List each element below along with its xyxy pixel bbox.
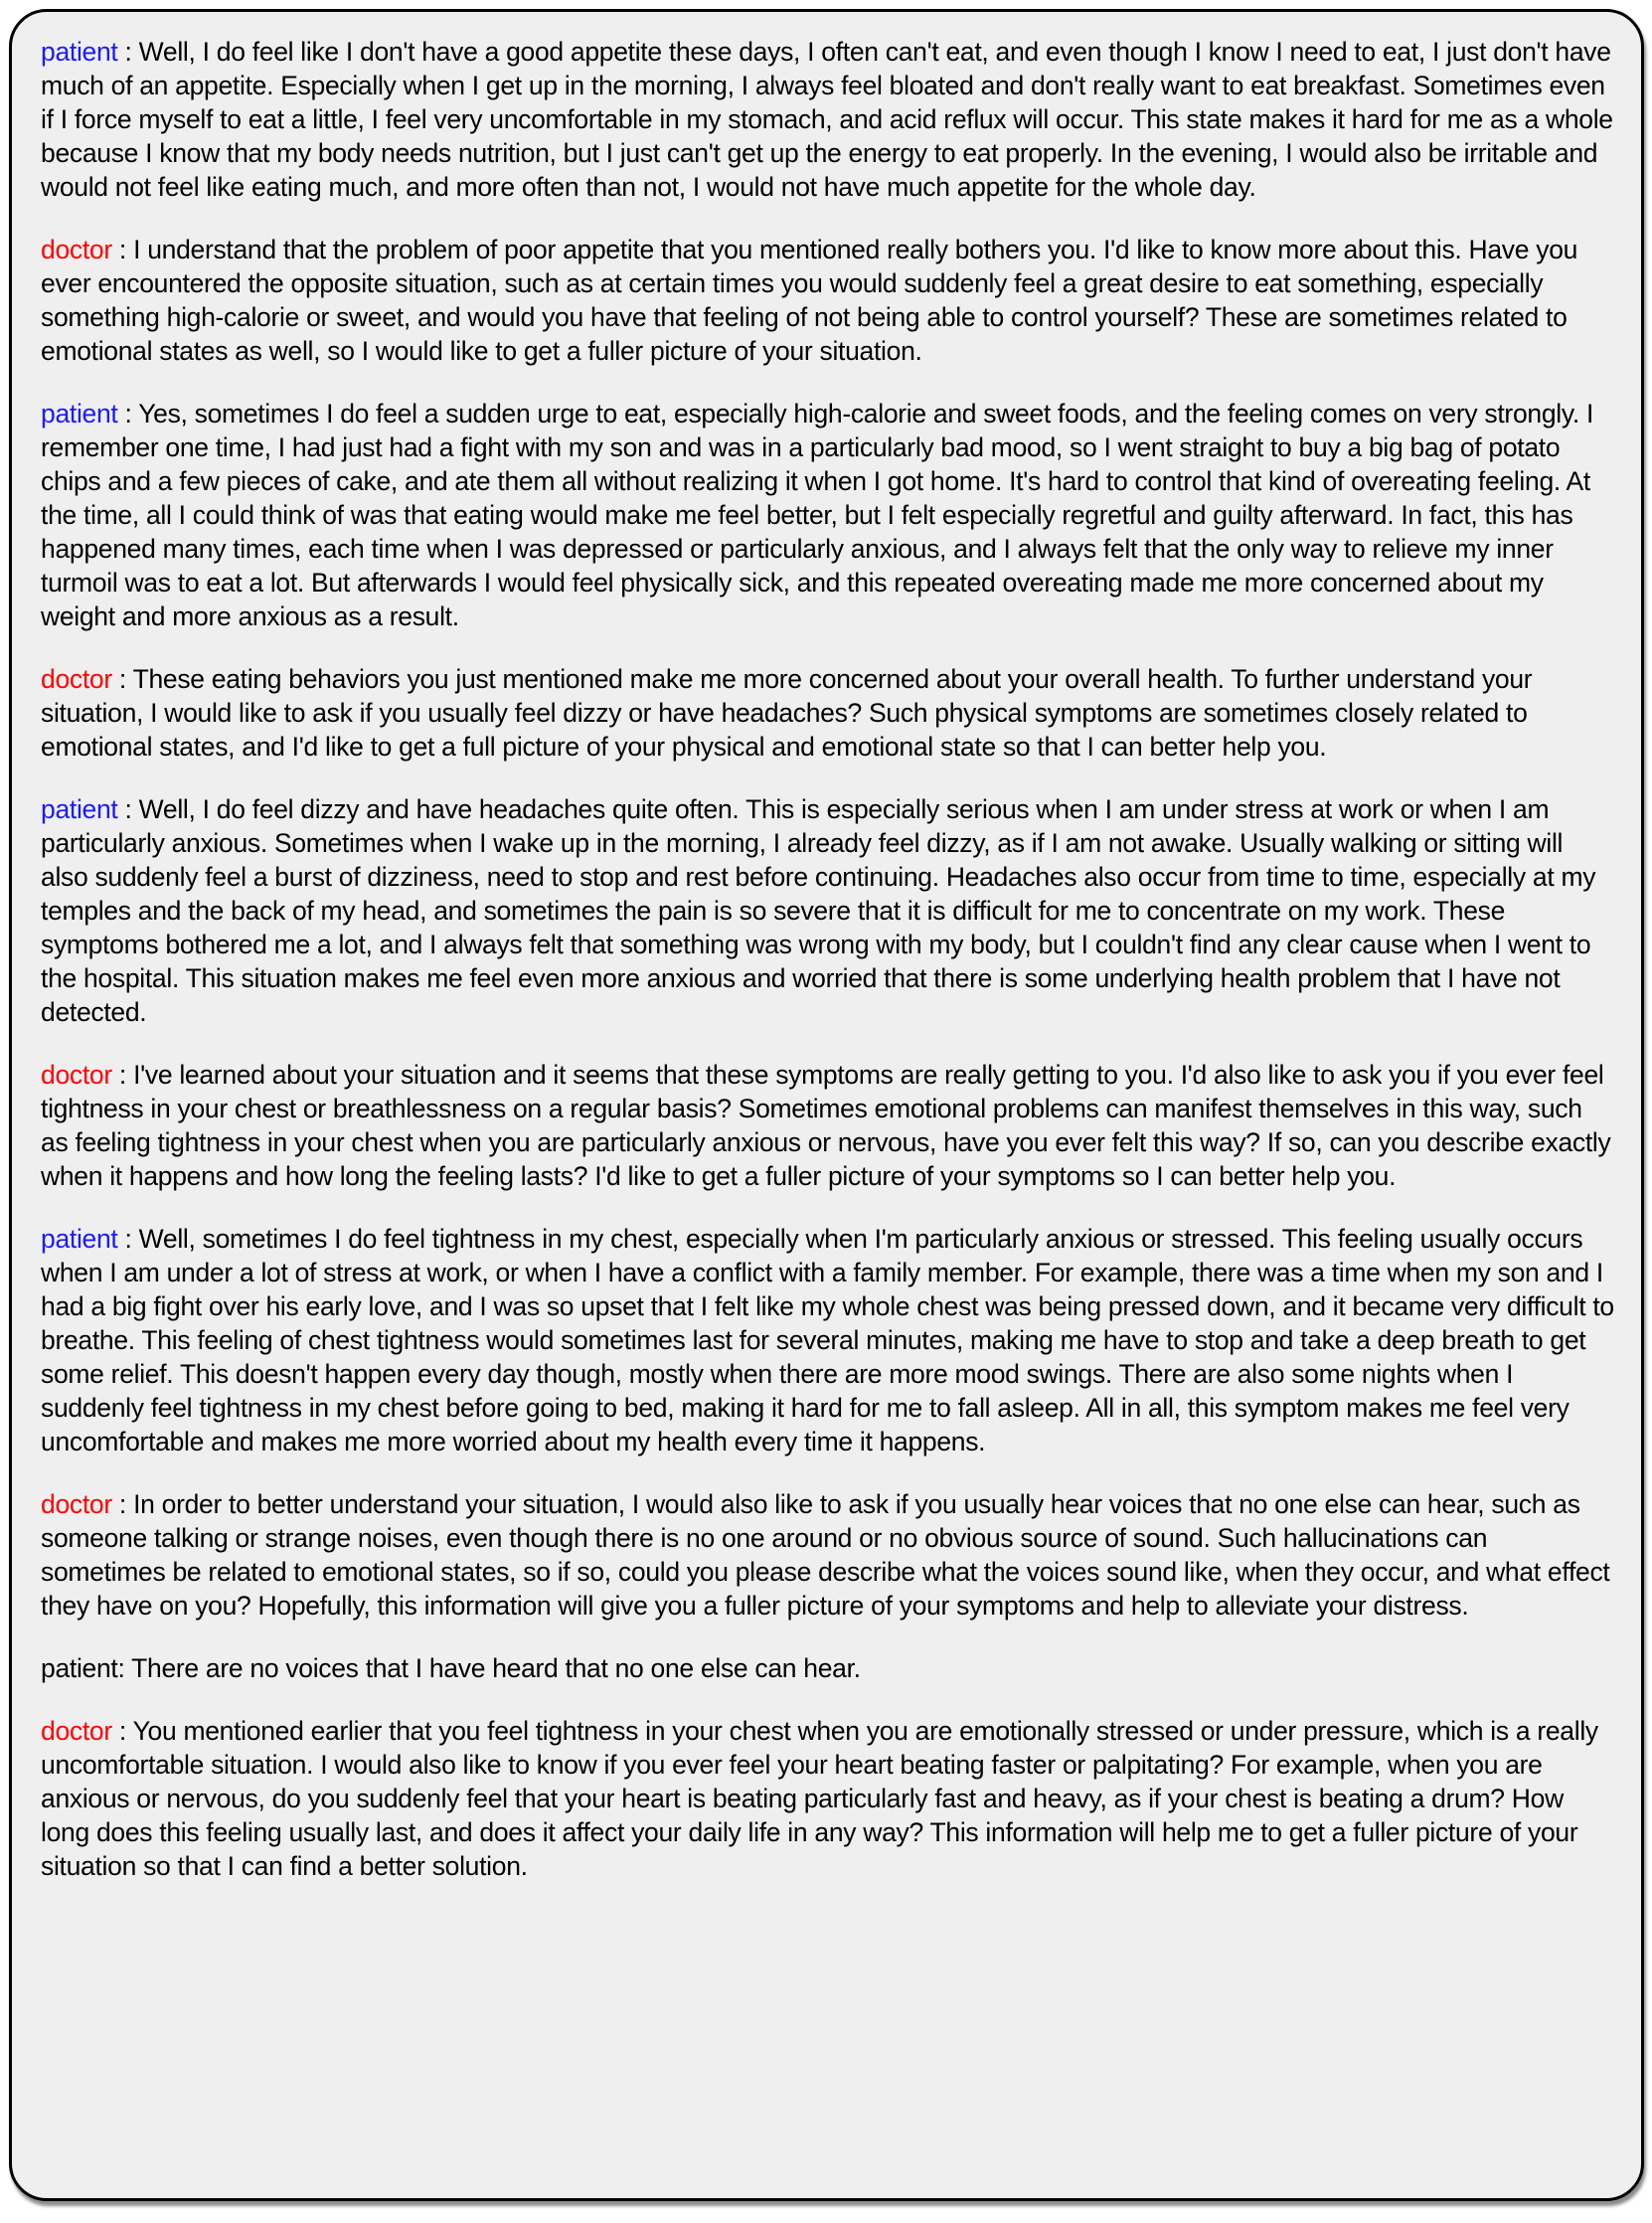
- dialogue-turn-doctor-3: [41, 1058, 1615, 1193]
- label-separator: :: [117, 37, 139, 67]
- turn-text: I understand that the problem of poor appetite that you mentioned really bothers you. I'd like to know more about this. Have you ever encountered the opposite situation, such as at certain times you would suddenly feel a great desire to eat something, especially something high-calorie or sweet, and would you have that feeling of not being able to control yourself? These are sometimes related to emotional states as well, so I would like to get a fuller picture of your situation.: [41, 235, 1578, 366]
- speaker-label-patient: patient: [41, 37, 118, 67]
- turn-text: There are no voices that I have heard that no one else can hear.: [131, 1653, 861, 1683]
- dialogue-turn-patient-4: [41, 1222, 1615, 1458]
- label-separator: :: [111, 1489, 134, 1519]
- turn-text: Well, I do feel like I don't have a good appetite these days, I often can't eat, and even though I know I need to eat, I just don't have much of an appetite. Especially when I get up in the morning, I always feel bloated and don't really want to eat breakfast. Sometimes even if I force myself to eat a little, I feel very uncomfortable in my stomach, and acid reflux will occur. This state makes it hard for me as a whole because I know that my body needs nutrition, but I just can't get up the energy to eat properly. In the evening, I would also be irritable and would not feel like eating much, and more often than not, I would not have much appetite for the whole day.: [41, 37, 1613, 202]
- speaker-label-patient: patient: [41, 399, 118, 428]
- turn-text: In order to better understand your situation, I would also like to ask if you usually hear voices that no one else can hear, such as someone talking or strange noises, even though there is no one around or no obvious source of sound. Such hallucinations can sometimes be related to emotional states, so if so, could you please describe what the voices sound like, when they occur, and what effect they have on you? Hopefully, this information will give you a fuller picture of your symptoms and help to alleviate your distress.: [41, 1489, 1610, 1621]
- speaker-label-patient: patient: [41, 1224, 118, 1254]
- speaker-label-doctor: doctor: [41, 664, 112, 694]
- dialogue-turn-patient-3: [41, 792, 1615, 1029]
- turn-text: Well, I do feel dizzy and have headaches quite often. This is especially serious when I am under stress at work or when I am particularly anxious. Sometimes when I wake up in the morning, I already feel dizzy, as if I am not awake. Usually walking or sitting will also suddenly feel a burst of dizziness, need to stop and rest before continuing. Headaches also occur from time to time, especially at my temples and the back of my head, and sometimes the pain is so severe that it is difficult for me to concentrate on my work. These symptoms bothered me a lot, and I always felt that something was wrong with my body, but I couldn't find any clear cause when I went to the hospital. This situation makes me feel even more anxious and worried that there is some underlying health problem that I have not detected.: [41, 794, 1596, 1027]
- turn-text: These eating behaviors you just mentioned make me more concerned about your overall health. To further understand your situation, I would like to ask if you usually feel dizzy or have headaches? Such physical symptoms are sometimes closely related to emotional states, and I'd like to get a full picture of your physical and emotional state so that I can better help you.: [41, 664, 1533, 762]
- label-separator: :: [111, 664, 133, 694]
- turn-text: I've learned about your situation and it seems that these symptoms are really getting to you. I'd also like to ask you if you ever feel tightness in your chest or breathlessness on a regular basis? Sometimes emotional problems can manifest themselves in this way, such as feeling tightness in your chest when you are particularly anxious or nervous, have you ever felt this way? If so, can you describe exactly when it happens and how long the feeling lasts? I'd like to get a fuller picture of your symptoms so I can better help you.: [41, 1060, 1611, 1191]
- label-separator: :: [117, 1653, 132, 1683]
- dialogue-card: [9, 9, 1644, 2201]
- dialogue-turn-doctor-2: [41, 662, 1615, 764]
- turn-text: Well, sometimes I do feel tightness in my chest, especially when I'm particularly anxious or stressed. This feeling usually occurs when I am under a lot of stress at work, or when I have a conflict with a family member. For example, there was a time when my son and I had a big fight over his early love, and I was so upset that I felt like my whole chest was being pressed down, and it became very difficult to breathe. This feeling of chest tightness would sometimes last for several minutes, making me have to stop and take a deep breath to get some relief. This doesn't happen every day though, mostly when there are more mood swings. There are also some nights when I suddenly feel tightness in my chest before going to bed, making it hard for me to fall asleep. All in all, this symptom makes me feel very uncomfortable and makes me more worried about my health every time it happens.: [41, 1224, 1614, 1456]
- speaker-label-patient: patient: [41, 794, 118, 824]
- label-separator: :: [117, 794, 139, 824]
- speaker-label-doctor: doctor: [41, 1716, 112, 1746]
- speaker-label-doctor: doctor: [41, 1060, 112, 1090]
- dialogue-turn-doctor-1: [41, 233, 1615, 368]
- speaker-label-patient-plain: patient: [41, 1653, 118, 1683]
- speaker-label-doctor: doctor: [41, 1489, 112, 1519]
- turn-text: You mentioned earlier that you feel tightness in your chest when you are emotionally stressed or under pressure, which is a really uncomfortable situation. I would also like to know if you ever feel your heart beating faster or palpitating? For example, when you are anxious or nervous, do you suddenly feel that your heart is beating particularly fast and heavy, as if your chest is beating a drum? How long does this feeling usually last, and does it affect your daily life in any way? This information will help me to get a fuller picture of your situation so that I can find a better solution.: [41, 1716, 1598, 1881]
- dialogue-turn-patient-2: [41, 397, 1615, 633]
- label-separator: :: [117, 399, 139, 428]
- turn-text: Yes, sometimes I do feel a sudden urge to eat, especially high-calorie and sweet foods, and the feeling comes on very strongly. I remember one time, I had just had a fight with my son and was in a particularly bad mood, so I went straight to buy a big bag of potato chips and a few pieces of cake, and ate them all without realizing it when I got home. It's hard to control that kind of overeating feeling. At the time, all I could think of was that eating would make me feel better, but I felt especially regretful and guilty afterward. In fact, this has happened many times, each time when I was depressed or particularly anxious, and I always felt that the only way to relieve my inner turmoil was to eat a lot. But afterwards I would feel physically sick, and this repeated overeating made me more concerned about my weight and more anxious as a result.: [41, 399, 1594, 631]
- dialogue-turn-patient-5: [41, 1651, 1615, 1685]
- label-separator: :: [111, 235, 134, 264]
- dialogue-turn-doctor-4: [41, 1487, 1615, 1623]
- dialogue-turn-doctor-5: [41, 1714, 1615, 1883]
- dialogue-turn-patient-1: [41, 35, 1615, 204]
- label-separator: :: [117, 1224, 139, 1254]
- speaker-label-doctor: doctor: [41, 235, 112, 264]
- label-separator: :: [111, 1060, 134, 1090]
- label-separator: :: [111, 1716, 133, 1746]
